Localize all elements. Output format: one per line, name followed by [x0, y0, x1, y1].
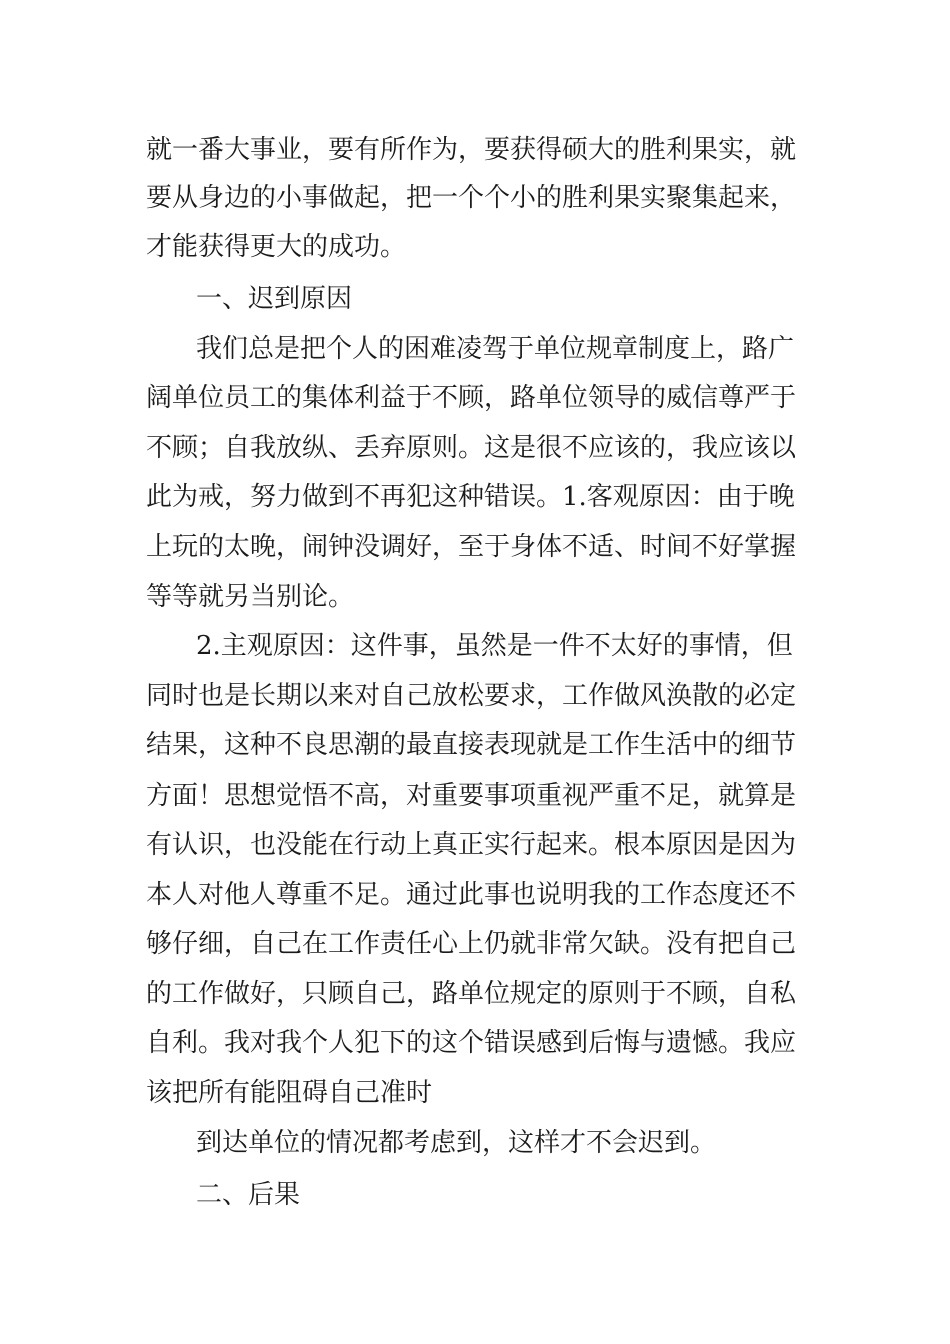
text-line-16: 本人对他人尊重不足。通过此事也说明我的工作态度还不 — [146, 880, 797, 910]
text-line-15: 有认识，也没能在行动上真正实行起来。根本原因是因为 — [146, 830, 797, 860]
text-line-19: 自利。我对我个人犯下的这个错误感到后悔与遗憾。我应 — [146, 1028, 797, 1058]
text-line-18: 的工作做好，只顾自己，路单位规定的原则于不顾，自私 — [146, 979, 797, 1009]
text-line-20: 该把所有能阻碍自己准时 — [146, 1078, 433, 1108]
text-line-9: 上玩的太晚，闹钟没调好，至于身体不适、时间不好掌握 — [146, 532, 797, 562]
text-line-8: 此为戒，努力做到不再犯这种错误。1.客观原因：由于晚 — [146, 482, 795, 512]
text-line-21: 到达单位的情况都考虑到，这样才不会迟到。 — [196, 1128, 717, 1158]
text-line-14: 方面！思想觉悟不高，对重要事项重视严重不足，就算是 — [146, 781, 797, 811]
text-line-11: 2.主观原因：这件事，虽然是一件不太好的事情，但 — [196, 631, 793, 661]
section-heading-2: 二、后果 — [196, 1180, 301, 1210]
text-line-2: 要从身边的小事做起，把一个个小的胜利果实聚集起来， — [146, 183, 797, 213]
text-line-12: 同时也是长期以来对自己放松要求，工作做风涣散的必定 — [146, 681, 797, 711]
text-line-10: 等等就另当别论。 — [146, 582, 355, 612]
section-heading-1: 一、迟到原因 — [196, 284, 353, 314]
text-line-6: 阔单位员工的集体利益于不顾，路单位领导的威信尊严于 — [146, 383, 797, 413]
text-line-1: 就一番大事业，要有所作为，要获得硕大的胜利果实，就 — [146, 135, 797, 165]
text-line-5: 我们总是把个人的困难凌驾于单位规章制度上，路广 — [196, 334, 795, 364]
text-line-17: 够仔细，自己在工作责任心上仍就非常欠缺。没有把自己 — [146, 929, 797, 959]
text-line-13: 结果，这种不良思潮的最直接表现就是工作生活中的细节 — [146, 730, 797, 760]
text-line-3: 才能获得更大的成功。 — [146, 232, 407, 262]
text-line-7: 不顾；自我放纵、丢弃原则。这是很不应该的，我应该以 — [146, 433, 797, 463]
